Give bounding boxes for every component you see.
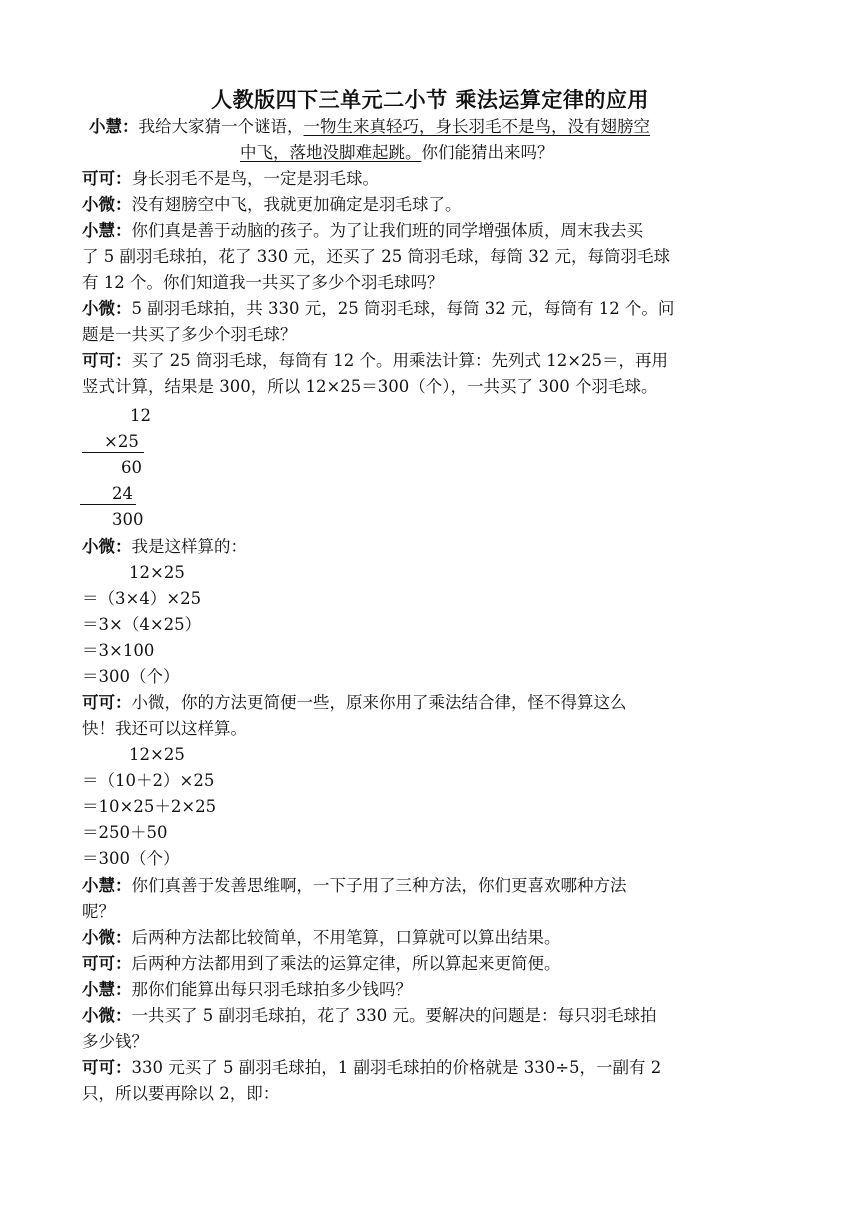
line-text: 我给大家猜一个谜语， <box>138 117 304 136</box>
speaker-label: 小慧： <box>82 876 132 895</box>
line-text: 那你们能算出每只羽毛球拍多少钱吗？ <box>131 980 412 999</box>
speaker-label: 小慧： <box>82 980 132 999</box>
calc-step: ＝300（个） <box>82 849 180 868</box>
line-text: 5 副羽毛球拍，共 330 元，25 筒羽毛球，每筒 32 元，每筒有 12 个。问 <box>131 299 675 318</box>
calc-rule-line <box>80 504 136 505</box>
calc-step: 12×25 <box>129 745 185 764</box>
line-text: 后两种方法都比较简单，不用笔算，口算就可以算出结果。 <box>131 928 561 947</box>
dialogue-line <box>82 718 247 740</box>
speaker-label: 可可： <box>82 169 132 188</box>
line-text: 一共买了 5 副羽毛球拍，花了 330 元。要解决的问题是：每只羽毛球拍 <box>131 1006 657 1025</box>
dialogue-line <box>82 1083 279 1105</box>
dialogue-line <box>82 1031 148 1053</box>
line-text: 题是一共买了多少个羽毛球？ <box>82 325 297 344</box>
dialogue-line <box>82 376 658 398</box>
speaker-label: 小微： <box>82 195 132 214</box>
calc-step: 12×25 <box>129 563 185 582</box>
speaker-label: 可可： <box>82 351 132 370</box>
line-text: 了 5 副羽毛球拍，花了 330 元，还买了 25 筒羽毛球，每筒 32 元，每筒羽毛球 <box>82 247 670 266</box>
riddle-text: 中飞，落地没脚难起跳。 <box>240 143 422 162</box>
dialogue-line <box>82 1057 661 1079</box>
line-text: 快！我还可以这样算。 <box>82 719 247 738</box>
speaker-label: 小微： <box>82 928 132 947</box>
dialogue-line <box>82 246 670 268</box>
line-text: 身长羽毛不是鸟，一定是羽毛球。 <box>131 169 379 188</box>
dialogue-line <box>82 350 668 372</box>
dialogue-line <box>82 953 561 975</box>
line-text: 多少钱？ <box>82 1032 148 1051</box>
line-text: 我是这样算的： <box>131 537 247 556</box>
line-text: 330 元买了 5 副羽毛球拍，1 副羽毛球拍的价格就是 330÷5，一副有 2 <box>131 1058 662 1077</box>
vertical-calc-row: 60 <box>121 458 142 477</box>
line-text: 买了 25 筒羽毛球，每筒有 12 个。用乘法计算：先列式 12×25＝，再用 <box>131 351 669 370</box>
speaker-label: 可可： <box>82 954 132 973</box>
line-text: 你们真善于发善思维啊，一下子用了三种方法，你们更喜欢哪种方法 <box>131 876 627 895</box>
calc-step: ＝250＋50 <box>82 823 168 842</box>
vertical-calc-row: ×25 <box>104 432 139 451</box>
speaker-label: 小微： <box>82 299 132 318</box>
vertical-calc-row: 12 <box>130 406 151 425</box>
dialogue-line <box>82 324 297 346</box>
line-text: 你们真是善于动脑的孩子。为了让我们班的同学增强体质，周末我去买 <box>131 221 643 240</box>
dialogue-line <box>82 692 627 714</box>
document-title: 人教版四下三单元二小节 乘法运算定律的应用 <box>211 87 649 112</box>
calc-step: ＝（3×4）×25 <box>82 589 202 608</box>
calc-step: ＝3×100 <box>82 641 155 660</box>
calc-step: ＝300（个） <box>82 667 180 686</box>
vertical-calc-row: 300 <box>112 510 144 529</box>
calc-step: ＝3×（4×25） <box>82 615 202 634</box>
dialogue-line <box>82 1005 656 1027</box>
line-text: 你们能猜出来吗？ <box>421 143 554 162</box>
speaker-label: 可可： <box>82 693 132 712</box>
line-text: 没有翅膀空中飞，我就更加确定是羽毛球了。 <box>131 195 462 214</box>
line-text: 只，所以要再除以 2，即： <box>82 1084 280 1103</box>
line-text: 竖式计算，结果是 300，所以 12×25＝300（个），一共买了 300 个羽毛球。 <box>82 377 658 396</box>
calc-step: ＝10×25＋2×25 <box>82 797 217 816</box>
dialogue-line <box>82 272 444 294</box>
dialogue-line <box>82 194 462 216</box>
dialogue-line <box>82 901 115 923</box>
line-text: 小微，你的方法更简便一些，原来你用了乘法结合律，怪不得算这么 <box>131 693 627 712</box>
dialogue-line <box>82 979 412 1001</box>
dialogue-line <box>82 298 674 320</box>
riddle-text: 一物生来真轻巧，身长羽毛不是鸟，没有翅膀空 <box>303 117 650 136</box>
speaker-label: 可可： <box>82 1058 132 1077</box>
dialogue-line <box>82 875 627 897</box>
dialogue-line <box>240 142 554 164</box>
dialogue-line <box>82 536 247 558</box>
vertical-calc-row: 24 <box>112 484 133 503</box>
speaker-label: 小慧： <box>82 221 132 240</box>
calc-rule-line <box>82 452 144 453</box>
dialogue-line <box>89 116 650 138</box>
dialogue-line <box>82 168 379 190</box>
line-text: 后两种方法都用到了乘法的运算定律，所以算起来更简便。 <box>131 954 561 973</box>
dialogue-line <box>82 927 561 949</box>
line-text: 呢？ <box>82 902 115 921</box>
speaker-label: 小微： <box>82 1006 132 1025</box>
speaker-label: 小微： <box>82 537 132 556</box>
dialogue-line <box>82 220 643 242</box>
speaker-label: 小慧： <box>89 117 139 136</box>
line-text: 有 12 个。你们知道我一共买了多少个羽毛球吗？ <box>82 273 444 292</box>
calc-step: ＝（10＋2）×25 <box>82 771 215 790</box>
